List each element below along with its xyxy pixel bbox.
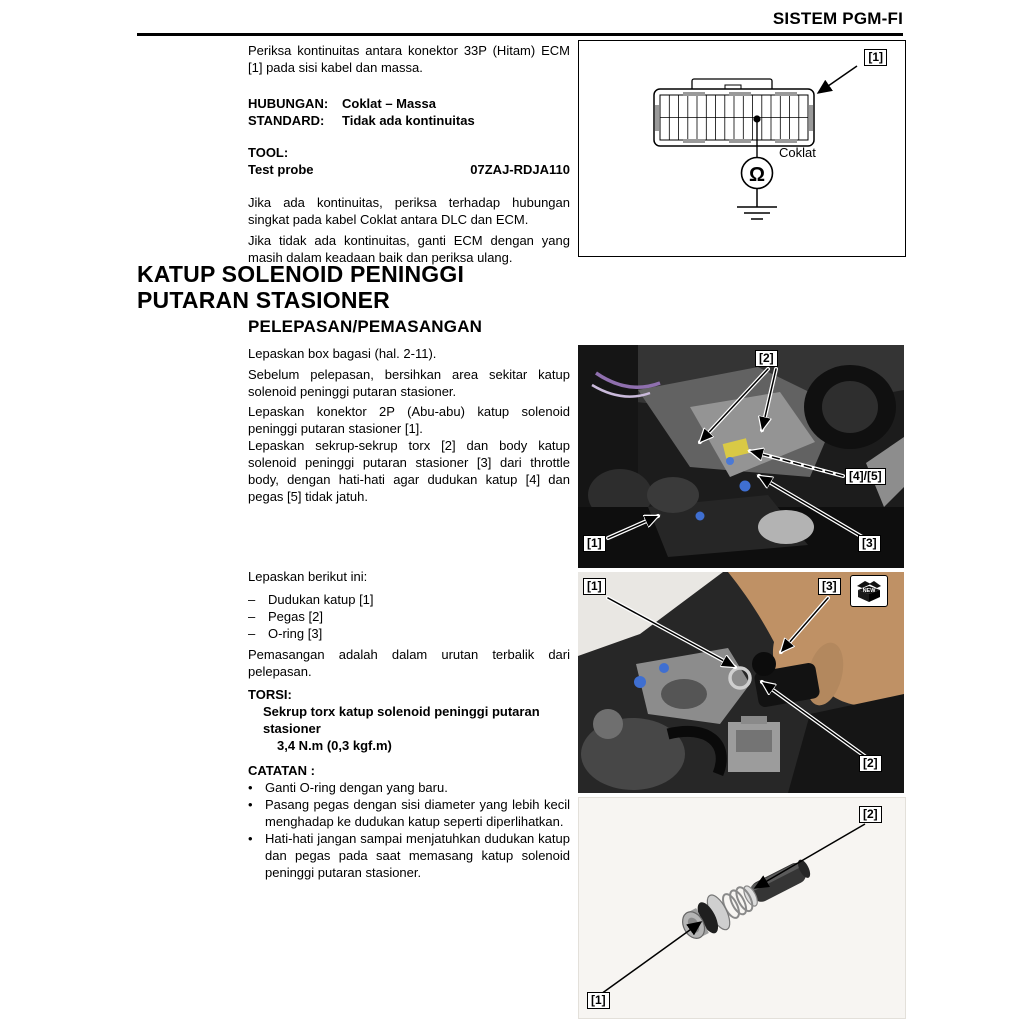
ohm-symbol: Ω	[748, 164, 766, 186]
engine-photo	[578, 345, 904, 568]
paragraph: Periksa kontinuitas antara konektor 33P (Hitam) ECM [1] pada sisi kabel dan massa.	[248, 43, 570, 75]
torque-item: Sekrup torx katup solenoid peninggi putaran stasioner	[263, 704, 540, 736]
paragraph: Jika ada kontinuitas, periksa terhadap hubungan singkat pada kabel Coklat antara DLC dan ECM.	[248, 195, 570, 227]
tool-heading: TOOL:	[248, 145, 289, 160]
tool-code: 07ZAJ-RDJA110	[470, 162, 570, 177]
spec-value: Coklat – Massa	[342, 96, 436, 111]
callout-1: [1]	[587, 992, 610, 1009]
ecm-connector-diagram	[579, 41, 905, 256]
callout-3: [3]	[858, 535, 881, 552]
section-title-line1: KATUP SOLENOID PENINGGI	[137, 261, 465, 287]
spec-value: Tidak ada kontinuitas	[342, 113, 475, 128]
note-item	[248, 830, 570, 881]
remove-list-item	[248, 591, 570, 608]
new-part-badge	[850, 575, 888, 607]
callout-1: [1]	[583, 535, 606, 552]
section-title	[137, 261, 464, 313]
page-title: SISTEM PGM-FI	[772, 9, 903, 28]
solenoid-text-block	[248, 318, 570, 881]
remove-list-item	[248, 625, 570, 642]
solenoid-parts-photo	[578, 572, 904, 793]
paragraph: Sebelum pelepasan, bersihkan area sekitar katup solenoid peninggi putaran stasioner.	[248, 367, 570, 399]
bullet-marker: •	[248, 780, 253, 795]
new-badge-label: NEW	[862, 588, 876, 594]
new-part-icon	[851, 576, 887, 606]
callout-4-5: [4]/[5]	[845, 468, 886, 485]
solenoid-removal-photo	[578, 345, 904, 568]
tool-row	[248, 161, 570, 178]
paragraph: Lepaskan box bagasi (hal. 2-11).	[248, 346, 437, 361]
subsection-title: PELEPASAN/PEMASANGAN	[248, 317, 483, 336]
section-title-line2: PUTARAN STASIONER	[137, 287, 390, 313]
remove-item-text: O-ring [3]	[268, 626, 323, 641]
dash-marker: –	[248, 609, 256, 624]
note-text: Hati-hati jangan sampai menjatuhkan dudukan katup dan pegas pada saat memasang katup solenoid peninggi putaran stasioner.	[265, 831, 570, 880]
ground-symbol-icon	[737, 189, 777, 220]
spec-label: HUBUNGAN:	[248, 96, 329, 111]
paragraph: Jika tidak ada kontinuitas, ganti ECM dengan yang masih dalam keadaan baik dan periksa ulang.	[248, 233, 570, 265]
dash-marker: –	[248, 592, 256, 607]
ecm-check-text-block	[248, 42, 570, 266]
remove-item-text: Pegas [2]	[268, 609, 323, 624]
probe-pin-dot	[753, 115, 760, 122]
remove-item-text: Dudukan katup [1]	[268, 592, 374, 607]
dash-marker: –	[248, 626, 256, 641]
callout-3: [3]	[818, 578, 841, 595]
callout-1: [1]	[864, 49, 887, 66]
bullet-marker: •	[248, 797, 253, 812]
paragraph: Lepaskan konektor 2P (Abu-abu) katup solenoid peninggi putaran stasioner [1].	[248, 404, 570, 436]
note-text: Ganti O-ring dengan yang baru.	[265, 780, 448, 795]
spec-label: STANDARD:	[248, 113, 325, 128]
paragraph: Lepaskan sekrup-sekrup torx [2] dan body katup solenoid peninggi putaran stasioner [3] dari throttle body, dengan hati-hati agar dudukan katup [4] dan pegas [5] tidak jatuh.	[248, 438, 570, 504]
callout-2: [2]	[859, 755, 882, 772]
callout-2: [2]	[755, 350, 778, 367]
torque-value: 3,4 N.m (0,3 kgf.m)	[277, 738, 392, 753]
note-heading: CATATAN :	[248, 763, 315, 778]
callout-1: [1]	[583, 578, 606, 595]
spec-row	[248, 112, 570, 129]
header-rule	[137, 33, 903, 36]
note-text: Pasang pegas dengan sisi diameter yang lebih kecil menghadap ke dudukan katup seperti diperlihatkan.	[265, 797, 570, 829]
tool-name: Test probe	[248, 162, 314, 177]
torque-heading: TORSI:	[248, 687, 292, 702]
callout-2: [2]	[859, 806, 882, 823]
wire-color-label: Coklat	[779, 145, 816, 160]
paragraph: Pemasangan adalah dalam urutan terbalik dari pelepasan.	[248, 647, 570, 679]
remove-list-item	[248, 608, 570, 625]
paragraph: Lepaskan berikut ini:	[248, 569, 368, 584]
bullet-marker: •	[248, 831, 253, 846]
note-item	[248, 779, 570, 796]
valve-part-drawing	[579, 798, 905, 1018]
ecm-connector-figure	[578, 40, 906, 257]
spec-row	[248, 95, 570, 112]
note-item	[248, 796, 570, 830]
valve-seat-diagram	[578, 797, 906, 1019]
